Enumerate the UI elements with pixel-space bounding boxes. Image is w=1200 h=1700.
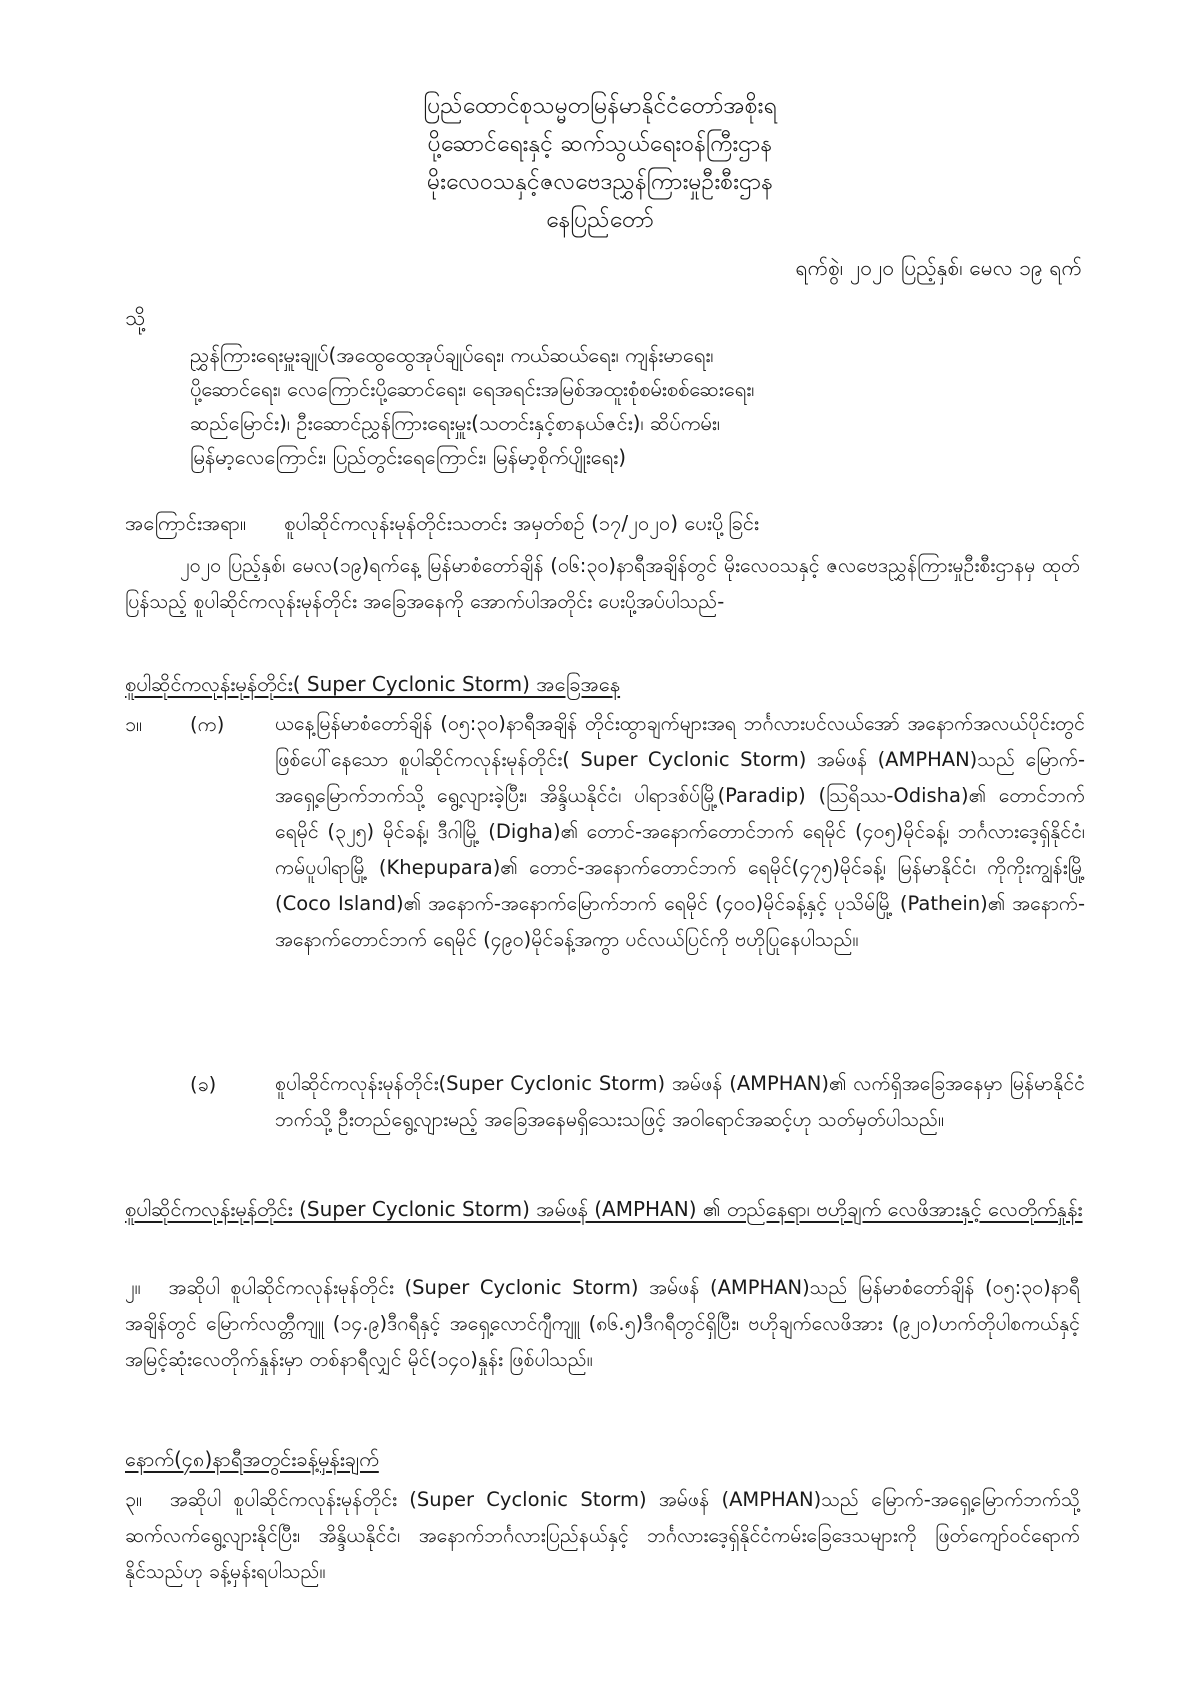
to-label: သို့ (125, 306, 146, 330)
item-b-text: စူပါဆိုင်ကလုန်းမုန်တိုင်း(Super Cyclonic Storm) အမ်ဖန် (AMPHAN)၏ လက်ရှိအခြေအနေမှာ မြန်မာနိုင်ငံဘက်သို့ ဦးတည်ရွေ့လျားမည့် အခြေအနေမရှိသေးသဖြင့် အဝါရောင်အဆင့်ဟု သတ်မှတ်ပါသည်။ (275, 1072, 1085, 1131)
recipient-line: ပို့ဆောင်ရေး၊ လေကြောင်းပို့ဆောင်ရေး၊ ရေအရင်းအမြစ်အထူးစုံစမ်းစစ်ဆေးရေး၊ (190, 377, 755, 401)
section2-heading: စူပါဆိုင်ကလုန်းမုန်တိုင်း (Super Cyclonic Storm) အမ်ဖန် (AMPHAN) ၏ တည်နေရာ၊ ဗဟိုချက် လေဖိအားနှင့် လေတိုက်နှုန်း (125, 1197, 1083, 1221)
intro-text: ၂၀၂၀ ပြည့်နှစ်၊ မေလ(၁၉)ရက်နေ့ မြန်မာစံတော်ချိန် (၀၆:၃၀)နာရီအချိန်တွင် မိုးလေဝသနှင့် ဇလဗေဒညွှန်ကြားမှုဦးစီးဌာနမှ ထုတ်ပြန်သည့် စူပါဆိုင်ကလုန်းမုန်တိုင်း အခြေအနေကို အောက်ပါအတိုင်း ပေးပို့အပ်ပါသည်- (125, 554, 1080, 613)
header-ministry: ပို့ဆောင်ရေးနှင့် ဆက်သွယ်ရေးဝန်ကြီးဌာန (427, 131, 773, 157)
recipient-line: ဆည်မြောင်း)၊ ဦးဆောင်ညွှန်ကြားရေးမှူး(သတင်းနှင့်စာနယ်ဇင်း)၊ ဆိပ်ကမ်း၊ (190, 411, 720, 435)
intro-paragraph (125, 548, 1080, 620)
item-a-text: ယနေ့မြန်မာစံတော်ချိန် (၀၅:၃၀)နာရီအချိန် တိုင်းထွာချက်များအရ ဘင်္ဂလားပင်လယ်အော် အနောက်အလယ်ပိုင်းတွင် ဖြစ်ပေါ်နေသော စူပါဆိုင်ကလုန်းမုန်တိုင်း( Super Cyclonic Storm) အမ်ဖန် (AMPHAN)သည် မြောက်-အရှေ့မြောက်ဘက်သို့ ရွေ့လျားခဲ့ပြီး၊ အိန္ဒိယနိုင်ငံ၊ ပါရာဒစ်ပ်မြို့(Paradip) (ဩရိဿ-Odisha)၏ တောင်ဘက် ရေမိုင် (၃၂၅) မိုင်ခန့်၊ ဒီဂါမြို့ (Digha)၏ တောင်-အနောက်တောင်ဘက် ရေမိုင် (၄၀၅)မိုင်ခန့်၊ ဘင်္ဂလားဒေ့ရှ်နိုင်ငံ၊ ကမ်ပူပါရာမြို့ (Khepupara)၏ တောင်-အနောက်တောင်ဘက် ရေမိုင်(၄၇၅)မိုင်ခန့်၊ မြန်မာနိုင်ငံ၊ ကိုကိုးကျွန်းမြို့ (Coco Island)၏ အနောက်-အနောက်မြောက်ဘက် ရေမိုင် (၄၀၀)မိုင်ခန့်နှင့် ပုသိမ်မြို့ (Pathein)၏ အနောက်-အနောက်တောင်ဘက် ရေမိုင် (၄၉၀)မိုင်ခန့်အကွာ ပင်လယ်ပြင်ကို ဗဟိုပြုနေပါသည်။ (275, 712, 1085, 951)
section2-paragraph (125, 1270, 1080, 1378)
document-date: ရက်စွဲ၊ ၂၀၂၀ ပြည့်နှစ်၊ မေလ ၁၉ ရက် (795, 256, 1082, 280)
subject-line (125, 510, 797, 540)
header-department: မိုးလေဝသနှင့်ဇလဗေဒညွှန်ကြားမှုဦးစီးဌာန (426, 169, 774, 195)
section1-number: ၁။ (125, 713, 142, 736)
recipient-list (190, 338, 1090, 474)
section3-text: အဆိုပါ စူပါဆိုင်ကလုန်းမုန်တိုင်း (Super Cyclonic Storm) အမ်ဖန် (AMPHAN)သည် မြောက်-အရှေ့မြောက်ဘက်သို့ ဆက်လက်ရွေ့လျားနိုင်ပြီး၊ အိန္ဒိယနိုင်ငံ၊ အနောက်ဘင်္ဂလားပြည်နယ်နှင့် ဘင်္ဂလားဒေ့ရှ်နိုင်ငံကမ်းခြေဒေသများကို ဖြတ်ကျော်ဝင်ရောက်နိုင်သည်ဟု ခန့်မှန်းရပါသည်။ (125, 1488, 1080, 1583)
subject-text: စူပါဆိုင်ကလုန်းမုန်တိုင်းသတင်း အမှတ်စဉ် (၁၇/၂၀၂၀) ပေးပို့ခြင်း (284, 511, 760, 535)
section3-heading: နောက်(၄၈)နာရီအတွင်းခန့်မှန်းချက် (125, 1447, 379, 1471)
header-location: နေပြည်တော် (546, 207, 654, 233)
item-b-label: (ခ) (190, 1073, 217, 1096)
section3-paragraph (125, 1482, 1080, 1590)
recipient-line: မြန်မာ့လေကြောင်း၊ ပြည်တွင်းရေကြောင်း၊ မြန်မာ့စိုက်ပျိုးရေး) (190, 445, 627, 469)
item-a-label: (က) (190, 713, 225, 736)
section1-heading: စူပါဆိုင်ကလုန်းမုန်တိုင်း( Super Cyclonic Storm) အခြေအနေ (125, 672, 621, 696)
section3-number: ၃။ (125, 1488, 142, 1511)
section2-text: အဆိုပါ စူပါဆိုင်ကလုန်းမုန်တိုင်း (Super Cyclonic Storm) အမ်ဖန် (AMPHAN)သည် မြန်မာစံတော်ချိန် (၀၅:၃၀)နာရီအချိန်တွင် မြောက်လတ္တီကျူ (၁၄.၉)ဒီဂရီနှင့် အရှေ့လောင်ဂျီကျူ (၈၆.၅)ဒီဂရီတွင်ရှိပြီး၊ ဗဟိုချက်လေဖိအား (၉၂၀)ဟက်တိုပါစကယ်နှင့် အမြင့်ဆုံးလေတိုက်နှုန်းမှာ တစ်နာရီလျှင် မိုင်(၁၄၀)နှုန်း ဖြစ်ပါသည်။ (125, 1276, 1080, 1371)
letterhead (0, 88, 1200, 240)
subject-label: အကြောင်းအရာ။ (125, 511, 247, 535)
section2-number: ၂။ (125, 1276, 141, 1299)
header-government: ပြည်ထောင်စုသမ္မတမြန်မာနိုင်ငံတော်အစိုးရ (423, 93, 777, 119)
recipient-line: ညွှန်ကြားရေးမှူးချုပ်(အထွေထွေအုပ်ချုပ်ရေး၊ ကယ်ဆယ်ရေး၊ ကျန်းမာရေး၊ (190, 343, 714, 367)
